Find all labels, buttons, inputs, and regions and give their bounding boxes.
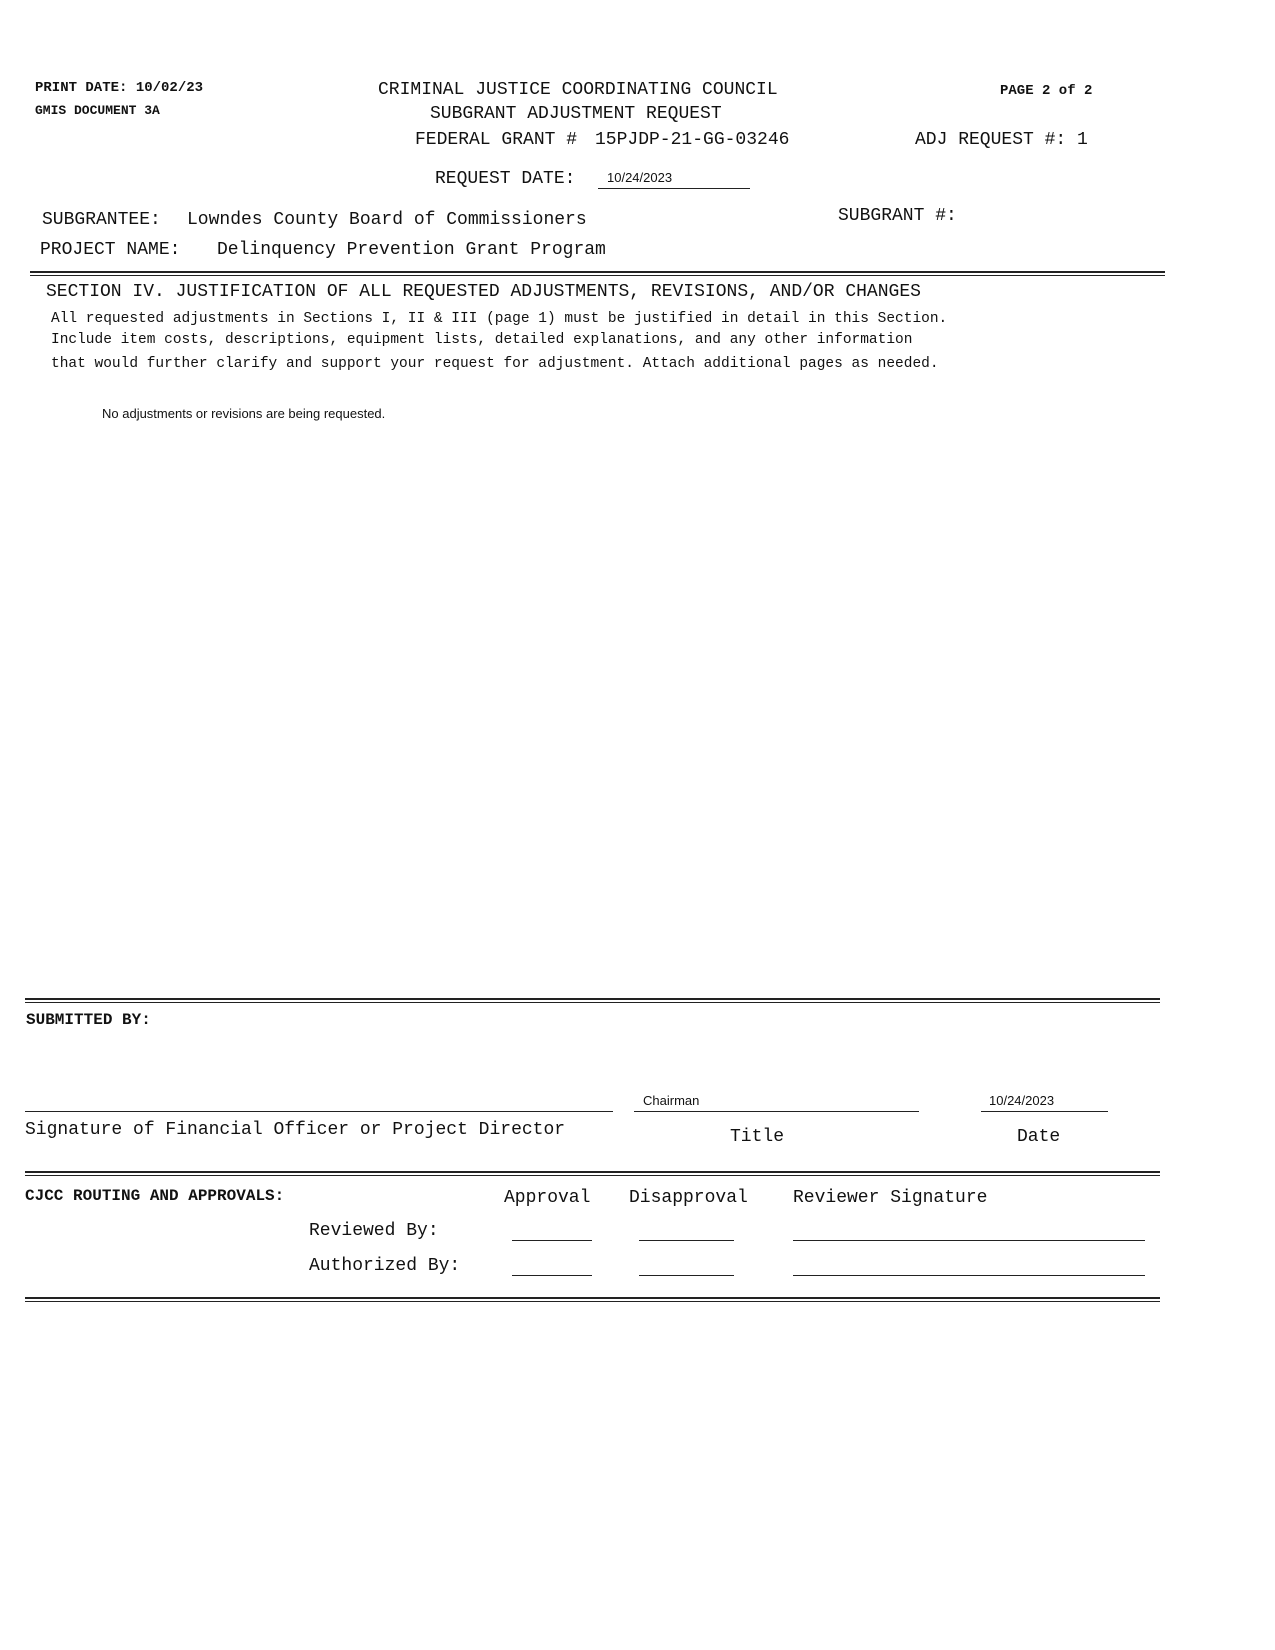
title-line	[634, 1111, 919, 1112]
subgrant-number-label: SUBGRANT #:	[838, 206, 957, 226]
section-divider	[30, 271, 1165, 276]
section-iv-heading: SECTION IV. JUSTIFICATION OF ALL REQUESTED ADJUSTMENTS, REVISIONS, AND/OR CHANGES	[46, 282, 921, 302]
request-date-underline	[598, 188, 750, 189]
document-id: GMIS DOCUMENT 3A	[35, 103, 160, 118]
federal-grant-number: 15PJDP-21-GG-03246	[595, 130, 790, 150]
reviewer-signature-column-header: Reviewer Signature	[793, 1188, 988, 1208]
reviewed-approval-line	[512, 1240, 592, 1241]
reviewed-by-label: Reviewed By:	[309, 1221, 439, 1241]
signature-line	[25, 1111, 613, 1112]
date-value: 10/24/2023	[989, 1093, 1055, 1108]
routing-divider	[25, 1171, 1160, 1176]
form-title: SUBGRANT ADJUSTMENT REQUEST	[430, 104, 722, 124]
submitted-divider	[25, 998, 1160, 1003]
bottom-divider	[25, 1297, 1160, 1302]
approval-column-header: Approval	[504, 1188, 591, 1208]
adj-request-number: ADJ REQUEST #: 1	[915, 130, 1088, 150]
title-value: Chairman	[643, 1093, 700, 1108]
project-name-value: Delinquency Prevention Grant Program	[217, 240, 606, 260]
print-date: PRINT DATE: 10/02/23	[35, 80, 204, 96]
instructions-line-2: Include item costs, descriptions, equipment lists, detailed explanations, and any other information	[51, 332, 913, 348]
subgrantee-label: SUBGRANTEE:	[42, 210, 161, 230]
justification-response: No adjustments or revisions are being requested.	[102, 406, 386, 421]
reviewed-signature-line	[793, 1240, 1145, 1241]
authorized-approval-line	[512, 1275, 592, 1276]
signature-caption: Signature of Financial Officer or Project Director	[25, 1120, 566, 1140]
instructions-line-1: All requested adjustments in Sections I, II & III (page 1) must be justified in detail in this Section.	[51, 311, 948, 327]
subgrantee-value: Lowndes County Board of Commissioners	[187, 210, 587, 230]
request-date-value: 10/24/2023	[607, 170, 673, 185]
federal-grant-label: FEDERAL GRANT #	[415, 130, 578, 150]
council-title: CRIMINAL JUSTICE COORDINATING COUNCIL	[378, 80, 778, 100]
submitted-by-label: SUBMITTED BY:	[26, 1011, 151, 1029]
page-number: PAGE 2 of 2	[1000, 83, 1093, 99]
reviewed-disapproval-line	[639, 1240, 734, 1241]
date-caption: Date	[1017, 1127, 1061, 1147]
authorized-disapproval-line	[639, 1275, 734, 1276]
date-line	[981, 1111, 1108, 1112]
routing-label: CJCC ROUTING AND APPROVALS:	[25, 1187, 285, 1205]
request-date-label: REQUEST DATE:	[435, 169, 576, 189]
project-name-label: PROJECT NAME:	[40, 240, 181, 260]
disapproval-column-header: Disapproval	[629, 1188, 748, 1208]
title-caption: Title	[730, 1127, 785, 1147]
authorized-signature-line	[793, 1275, 1145, 1276]
authorized-by-label: Authorized By:	[309, 1256, 461, 1276]
instructions-line-3: that would further clarify and support your request for adjustment. Attach additional pages as needed.	[51, 356, 939, 372]
